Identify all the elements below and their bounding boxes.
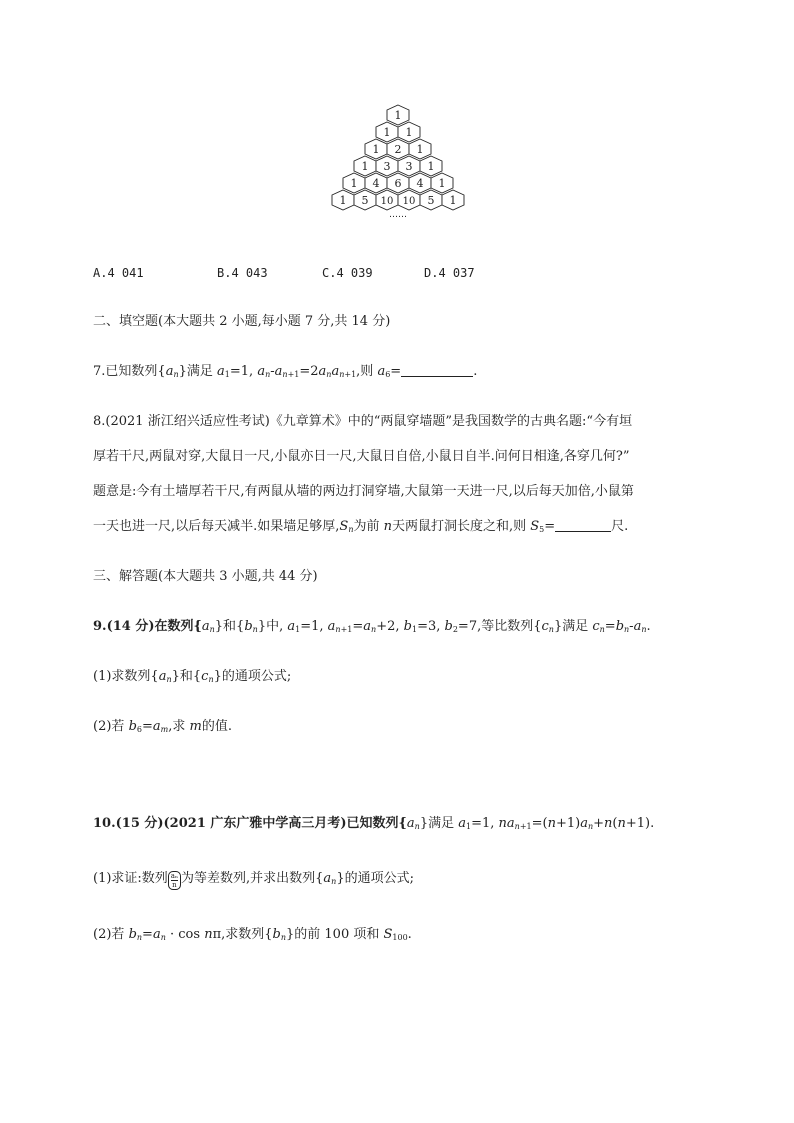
hex-value: 1 (361, 160, 369, 173)
hex-value: 1 (394, 109, 402, 122)
ellipsis: …… (389, 210, 407, 220)
hex-cell (409, 139, 431, 159)
hex-value: 1 (427, 160, 435, 173)
hex-cell (431, 173, 453, 193)
hex-cell (387, 139, 409, 159)
question-10-part-2: (2)若 $b_n=a_n \cdot \cos n\pi$,求数列$\{b_n\}$的前 100 项和 $S_{100}$. (93, 927, 412, 942)
option-a: A.4 041 (93, 266, 144, 280)
question-8-line-3: 题意是:今有土墙厚若干尺,有两鼠从墙的两边打洞穿墙,大鼠第一天进一尺,以后每天加倍,小鼠第 (93, 484, 634, 499)
hex-value: 1 (416, 143, 424, 156)
hex-value: 3 (405, 160, 413, 173)
hex-cell (376, 122, 398, 142)
hex-value: 3 (383, 160, 391, 173)
hex-value: 1 (339, 194, 347, 207)
answer-blank[interactable] (401, 363, 473, 377)
hex-value: 5 (427, 194, 435, 207)
hex-cell (343, 173, 365, 193)
hex-cell (376, 156, 398, 176)
answer-blank[interactable] (555, 518, 611, 532)
question-10-part-1: (1)求证:数列 $\frac{\text{aₙ}}{n}$ 为等差数列,并求出数列$\{a_n\}$的通项公式; (93, 871, 414, 889)
hex-cell (376, 190, 398, 210)
q6-options (93, 264, 475, 283)
option-d: D.4 037 (424, 266, 475, 280)
hex-cell (387, 105, 409, 125)
question-10: 10.(15 分)(2021 广东广雅中学高三月考)已知数列$\{a_n\}$满足 $a_1=1$, $na_{n+1}=(n+1)a_n+n(n+1)$. (93, 816, 655, 831)
hex-cell (365, 139, 387, 159)
section2-heading: 二、填空题(本大题共 2 小题,每小题 7 分,共 14 分) (93, 314, 391, 329)
fraction-an-over-n: $\frac{\text{aₙ}}{n}$ (168, 871, 181, 890)
question-8-line-2: 厚若干尺,两鼠对穿,大鼠日一尺,小鼠亦日一尺,大鼠日自倍,小鼠日自半.问何日相逢,各穿几何?” (93, 449, 630, 464)
hex-value: 1 (372, 143, 380, 156)
question-9-part-2: (2)若 $b_6=a_m$,求 m的值. (93, 719, 232, 734)
question-7: 7.已知数列$\{a_n\}$满足 $a_1=1$, $a_n-a_{n+1}=2a_na_{n+1}$,则 $a_6=$ . (93, 364, 478, 379)
hex-cell (398, 156, 420, 176)
hex-value: 1 (383, 126, 391, 139)
hex-value: 1 (449, 194, 457, 207)
option-b: B.4 043 (217, 266, 268, 280)
hex-cell (420, 156, 442, 176)
hex-cell (387, 173, 409, 193)
hex-cell (354, 190, 376, 210)
section3-heading: 三、解答题(本大题共 3 小题,共 44 分) (93, 569, 318, 584)
hex-cell (442, 190, 464, 210)
hex-value: 1 (438, 177, 446, 190)
question-8-line-4: 一天也进一尺,以后每天减半.如果墙足够厚$,S_n$为前 n天两鼠打洞长度之和,则 $S_5=$ 尺. (93, 519, 629, 534)
question-9: 9.(14 分)在数列$\{a_n\}$和$\{b_n\}$中, $a_1=1$, $a_{n+1}=a_n+2$, $b_1=3$, $b_2=7$,等比数列$\{c_n\}$满足 $c_n=b_n-a_n$. (93, 619, 651, 634)
option-c: C.4 039 (322, 266, 373, 280)
question-8-line-1: 8.(2021 浙江绍兴适应性考试)《九章算术》中的“两鼠穿墙题”是我国数学的古典名题:“今有垣 (93, 414, 633, 429)
hex-cell (398, 190, 420, 210)
hex-cell (354, 156, 376, 176)
hex-value: 4 (416, 177, 424, 190)
hex-cell (332, 190, 354, 210)
pascal-hexagon-triangle (330, 103, 465, 228)
hex-cell (409, 173, 431, 193)
hex-value: 1 (350, 177, 358, 190)
hex-value: 4 (372, 177, 380, 190)
hex-value: 10 (402, 196, 416, 207)
hex-value: 1 (405, 126, 413, 139)
hex-cell (398, 122, 420, 142)
hex-value: 2 (394, 143, 402, 156)
hex-cell (420, 190, 442, 210)
question-9-part-1: (1)求数列$\{a_n\}$和$\{c_n\}$的通项公式; (93, 669, 292, 684)
hex-cell (365, 173, 387, 193)
hex-value: 10 (380, 196, 394, 207)
hex-value: 6 (394, 177, 402, 190)
hex-value: 5 (361, 194, 369, 207)
